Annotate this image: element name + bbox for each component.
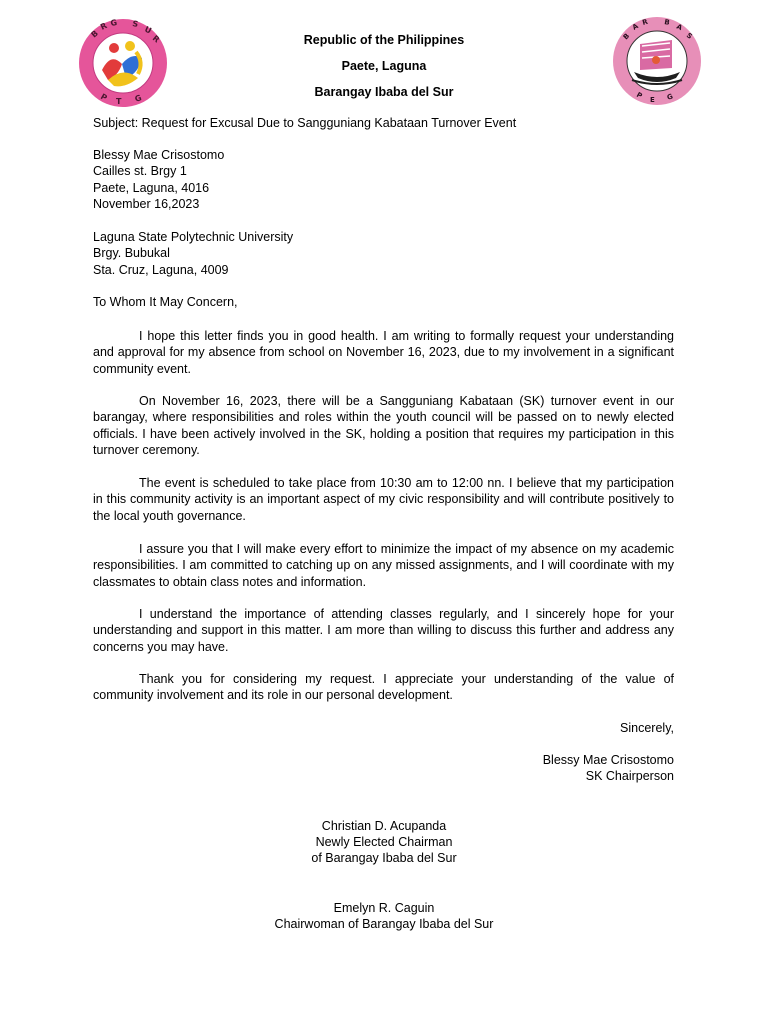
letter-date: November 16,2023 [93, 197, 200, 211]
svg-text:G: G [109, 18, 118, 28]
salutation: To Whom It May Concern, [93, 295, 238, 309]
signature-name: Blessy Mae Crisostomo [542, 753, 674, 767]
svg-text:P: P [635, 90, 644, 101]
noted-by-2-title: Chairwoman of Barangay Ibaba del Sur [274, 917, 494, 931]
body-paragraph-1: I hope this letter finds you in good health. I am writing to formally request your understanding and approval for my absence from school on November 16, 2023, due to my involvement in a significant community event. [93, 329, 674, 376]
svg-text:B: B [89, 28, 100, 40]
svg-text:B: B [621, 31, 632, 42]
svg-text:G: G [133, 93, 143, 104]
svg-text:R: R [641, 17, 649, 27]
svg-text:R: R [99, 21, 109, 32]
subject-line: Subject: Request for Excusal Due to Sangguniang Kabataan Turnover Event [93, 116, 517, 130]
signature-title: SK Chairperson [585, 769, 674, 783]
barangay-logo-left [78, 18, 168, 108]
sender-name: Blessy Mae Crisostomo [93, 148, 225, 162]
svg-text:G: G [665, 92, 675, 102]
sender-city: Paete, Laguna, 4016 [93, 181, 210, 195]
body-paragraph-4: I assure you that I will make every effort to minimize the impact of my absence on my academic responsibilities. I am committed to catching up on any missed assignments, and I will coordinate with my classmates to obtain class notes and information. [93, 542, 674, 589]
svg-text:P: P [99, 91, 109, 103]
svg-text:S: S [684, 31, 694, 41]
svg-text:U: U [143, 24, 153, 36]
header-town: Paete, Laguna [341, 59, 427, 73]
noted-by-1-title: Newly Elected Chairman [315, 835, 453, 849]
barangay-seal-right-icon [612, 16, 702, 106]
barangay-logo-right [612, 16, 702, 106]
header-country: Republic of the Philippines [303, 33, 465, 47]
header-barangay: Barangay Ibaba del Sur [314, 85, 454, 99]
svg-text:R: R [150, 33, 162, 45]
svg-text:E: E [650, 96, 655, 104]
body-paragraph-3: The event is scheduled to take place from 10:30 am to 12:00 nn. I believe that my participation in this community activity is an important aspect of my civic responsibility and will contribute positively to the local youth governance. [93, 476, 674, 523]
svg-text:S: S [131, 19, 139, 29]
svg-text:A: A [675, 22, 684, 33]
svg-text:B: B [663, 18, 671, 27]
noted-by-1-title-2: of Barangay Ibaba del Sur [311, 851, 457, 865]
noted-by-1-name: Christian D. Acupanda [321, 819, 447, 833]
svg-text:A: A [631, 22, 640, 32]
recipient-name: Laguna State Polytechnic University [93, 230, 294, 244]
body-paragraph-2: On November 16, 2023, there will be a Sangguniang Kabataan (SK) turnover event in our barangay, where responsibilities and roles within the youth council will be passed on to newly elected officials. I have been actively involved in the SK, holding a position that requires my participation in this turnover ceremony. [93, 394, 674, 457]
recipient-street: Brgy. Bubukal [93, 246, 170, 260]
sender-street: Cailles st. Brgy 1 [93, 164, 187, 178]
noted-by-2-name: Emelyn R. Caguin [333, 901, 435, 915]
recipient-city: Sta. Cruz, Laguna, 4009 [93, 263, 229, 277]
body-paragraph-6: Thank you for considering my request. I appreciate your understanding of the value of community involvement and its role in our personal development. [93, 672, 674, 703]
svg-text:T: T [116, 97, 122, 106]
body-paragraph-5: I understand the importance of attending classes regularly, and I sincerely hope for your understanding and support in this matter. I am more than willing to discuss this further and address any concerns you may have. [93, 607, 674, 654]
closing: Sincerely, [620, 721, 674, 735]
barangay-seal-left-icon [78, 18, 168, 108]
